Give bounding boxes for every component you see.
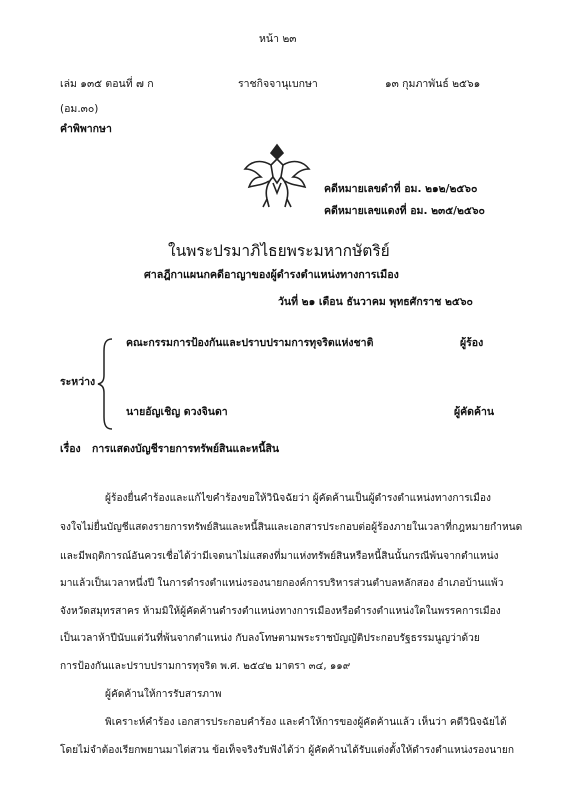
body-line-8: ผู้คัดค้านให้การรับสารภาพ bbox=[105, 689, 222, 700]
body-line-7: การป้องกันและปราบปรามการทุจริต พ.ศ. ๒๕๔๒ มาตรา ๓๔, ๑๑๙ bbox=[60, 661, 351, 672]
garuda-emblem-icon bbox=[237, 135, 317, 215]
royal-title: ในพระปรมาภิไธยพระมหากษัตริย์ bbox=[168, 242, 390, 260]
document-type: คำพิพากษา bbox=[60, 123, 112, 135]
body-line-5: จังหวัดสมุทรสาคร ห้ามมิให้ผู้คัดค้านดำรงตำแหน่งทางการเมืองหรือดำรงตำแหน่งใดในพรรคการเมือง bbox=[60, 606, 501, 617]
body-line-9: พิเคราะห์คำร้อง เอกสารประกอบคำร้อง และคำให้การของผู้คัดค้านแล้ว เห็นว่า คดีวินิจฉัยได้ bbox=[105, 717, 507, 728]
body-line-1: ผู้ร้องยื่นคำร้องและแก้ไขคำร้องขอให้วินิจฉัยว่า ผู้คัดค้านเป็นผู้ดำรงตำแหน่งทางการเมือง bbox=[105, 493, 491, 504]
court-name: ศาลฎีกาแผนกคดีอาญาของผู้ดำรงตำแหน่งทางการเมือง bbox=[144, 268, 399, 281]
gazette-title: ราชกิจจานุเบกษา bbox=[238, 78, 318, 90]
brace-divider bbox=[96, 337, 114, 431]
body-line-2: จงใจไม่ยื่นบัญชีแสดงรายการทรัพย์สินและหนี้สินและเอกสารประกอบต่อผู้ร้องภายในเวลาที่กฎหมายกำหนด bbox=[60, 522, 523, 533]
body-line-4: มาแล้วเป็นเวลาหนึ่งปี ในการดำรงตำแหน่งรองนายกองค์การบริหารส่วนตำบลหลักสอง อำเภอบ้านแพ้ว bbox=[60, 578, 504, 589]
volume-issue: เล่ม ๑๓๕ ตอนที่ ๗ ก bbox=[60, 78, 154, 90]
plaintiff-role: ผู้ร้อง bbox=[460, 337, 484, 349]
document-code: (อม.๓๐) bbox=[60, 103, 99, 115]
defendant-role: ผู้คัดค้าน bbox=[454, 406, 495, 418]
body-line-6: เป็นเวลาห้าปีนับแต่วันที่พ้นจากตำแหน่ง กับลงโทษตามพระราชบัญญัติประกอบรัฐธรรมนูญว่าด้วย bbox=[60, 633, 480, 644]
judgment-date: วันที่ ๒๑ เดือน ธันวาคม พุทธศักราช ๒๕๖๐ bbox=[278, 296, 473, 308]
page-number: หน้า ๒๓ bbox=[259, 33, 297, 45]
red-case-number: คดีหมายเลขแดงที่ อม. ๒๓๕/๒๕๖๐ bbox=[324, 205, 485, 217]
body-line-10: โดยไม่จำต้องเรียกพยานมาไต่สวน ข้อเท็จจริงรับฟังได้ว่า ผู้คัดค้านได้รับแต่งตั้งให้ดำรงตำแหน่งรองนายก bbox=[60, 745, 515, 756]
gazette-date: ๑๓ กุมภาพันธ์ ๒๕๖๑ bbox=[385, 78, 481, 90]
subject-value: การแสดงบัญชีรายการทรัพย์สินและหนี้สิน bbox=[92, 443, 280, 455]
black-case-number: คดีหมายเลขดำที่ อม. ๒๑๒/๒๕๖๐ bbox=[324, 183, 478, 195]
body-line-3: และมีพฤติการณ์อันควรเชื่อได้ว่ามีเจตนาไม่แสดงที่มาแห่งทรัพย์สินหรือหนี้สินนั้นกรณีพ้นจากตำแหน่ง bbox=[60, 551, 499, 562]
between-label: ระหว่าง bbox=[60, 376, 96, 388]
defendant-name: นายอัญเชิญ ดวงจินดา bbox=[126, 406, 228, 418]
plaintiff-name: คณะกรรมการป้องกันและปราบปรามการทุจริตแห่งชาติ bbox=[126, 337, 374, 349]
subject-label: เรื่อง bbox=[60, 443, 81, 455]
